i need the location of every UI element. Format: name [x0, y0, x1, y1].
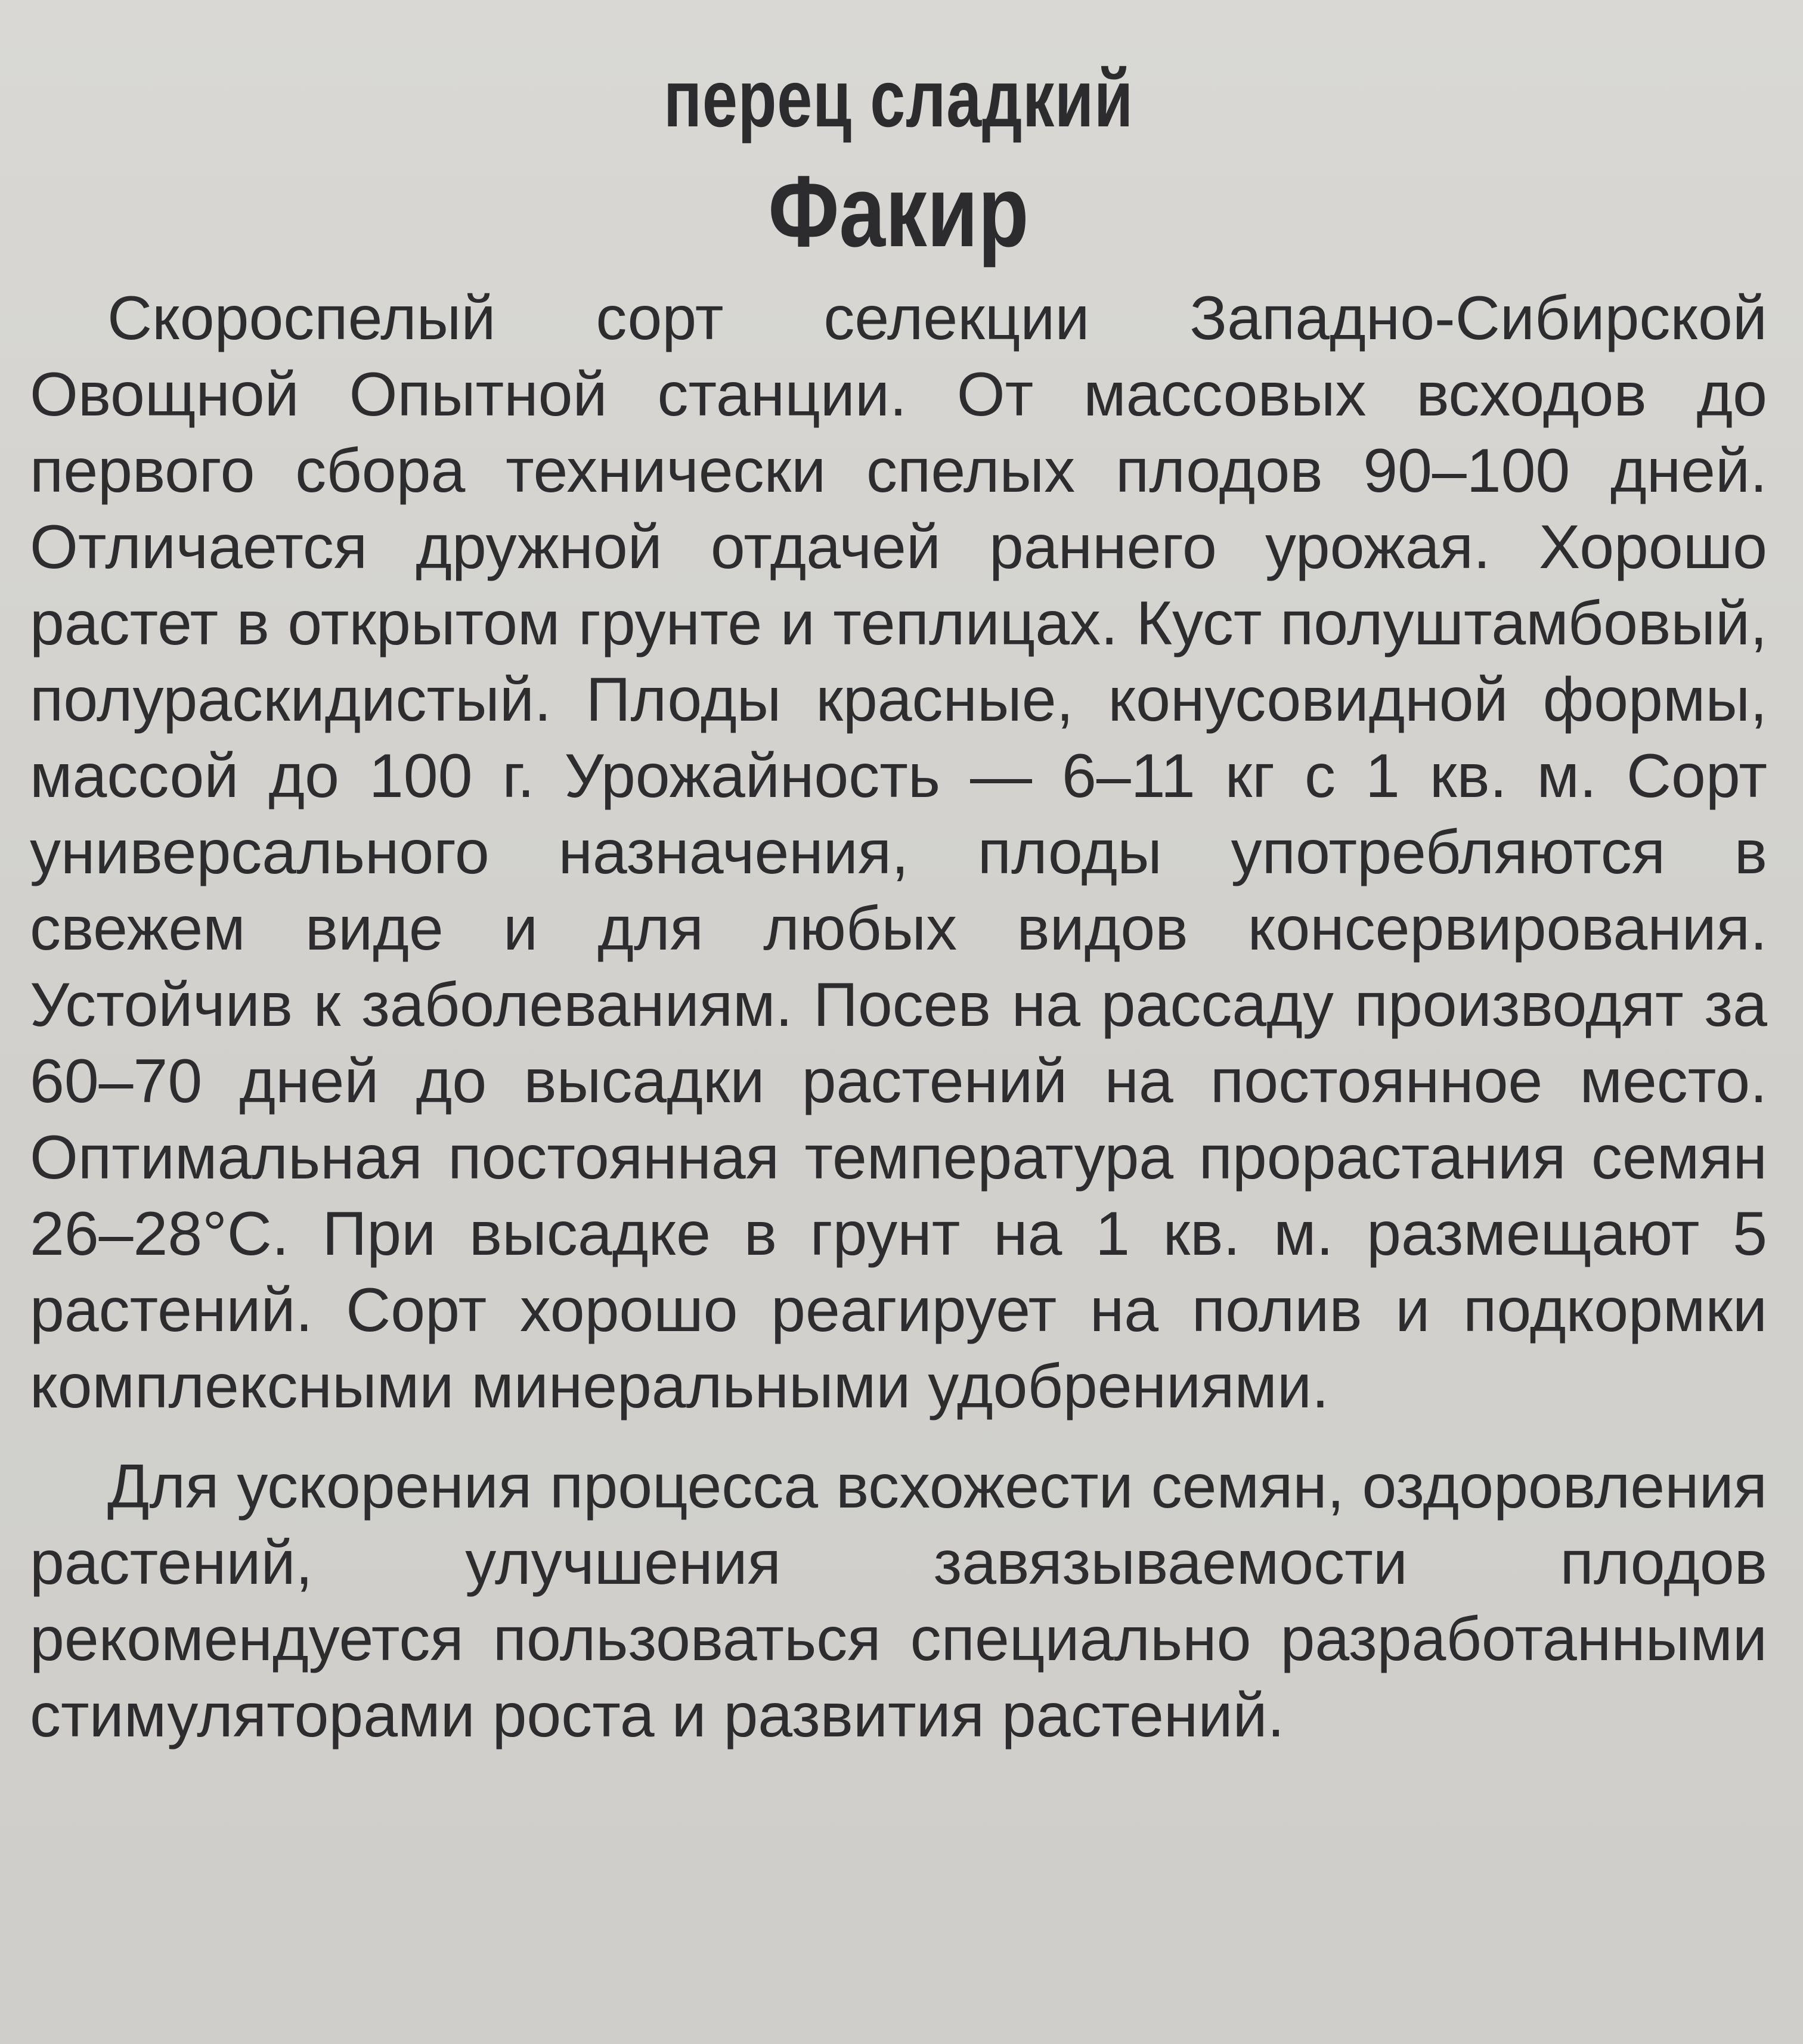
description-body	[30, 280, 1767, 1754]
description-paragraph: Скороспелый сорт селекции Западно-Сибирской Овощной Опытной станции. От массовых всходов до первого сбора технически спелых плодов 90–100 дней. Отличается дружной отдачей раннего урожая. Хорошо растет в открытом грунте и теплицах. Куст полуштамбовый, полураскидистый. Плоды красные, конусовидной формы, массой до 100 г. Урожайность — 6–11 кг с 1 кв. м. Сорт универсального назначения, плоды употребляются в свежем виде и для любых видов консервирования. Устойчив к заболеваниям. Посев на рассаду производят за 60–70 дней до высадки растений на постоянное место. Оптимальная постоянная температура прорастания семян 26–28°С. При высадке в грунт на 1 кв. м. размещают 5 растений. Сорт хорошо реагирует на полив и подкормки комплексными минеральными удобрениями.	[30, 284, 1767, 1421]
recommendation-paragraph: Для ускорения процесса всхожести семян, оздоровления растений, улучшения завязываемости плодов рекомендуется пользоваться специально разработанными стимуляторами роста и развития растений.	[30, 1452, 1767, 1750]
product-type: перец сладкий	[664, 53, 1133, 144]
variety-title: Факир	[768, 155, 1029, 268]
